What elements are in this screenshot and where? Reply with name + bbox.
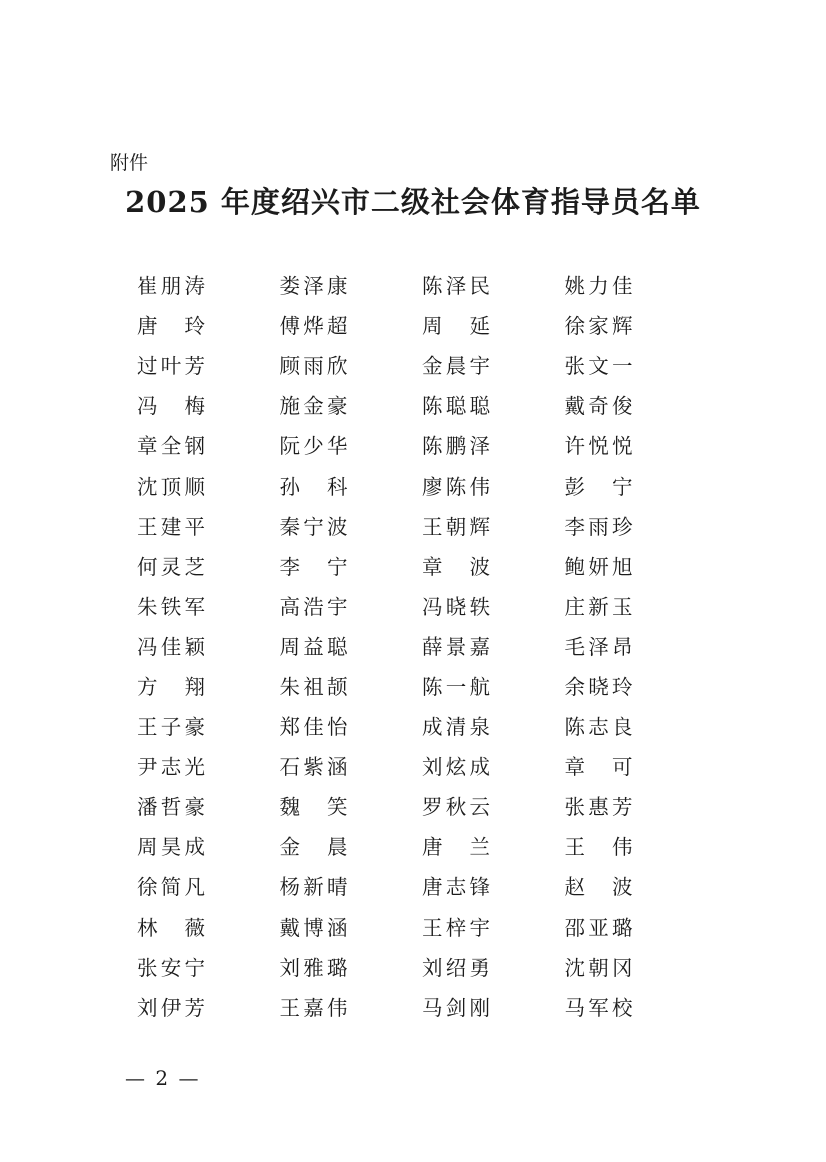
- name-text: 唐 志 锋: [422, 875, 492, 900]
- name-text: 杨 新 晴: [279, 875, 350, 900]
- name-cell: [280, 790, 423, 820]
- name-cell: [565, 991, 708, 1021]
- name-cell: [565, 309, 708, 339]
- name-cell: [422, 309, 565, 339]
- name-cell: [565, 951, 708, 981]
- name-cell: [280, 550, 423, 580]
- name-text: 王 嘉 伟: [279, 995, 350, 1020]
- name-cell: [422, 590, 565, 620]
- name-row: [137, 384, 707, 424]
- name-cell: [565, 429, 708, 459]
- name-cell: [137, 550, 280, 580]
- name-text: 沈 顶 顺: [137, 474, 207, 499]
- name-text: 章 全 钢: [137, 434, 207, 459]
- name-cell: [422, 349, 565, 379]
- name-text: 王 子 豪: [137, 715, 207, 740]
- name-text: 刘 伊 芳: [137, 995, 207, 1020]
- name-text: 崔 朋 涛: [137, 274, 207, 299]
- name-cell: [422, 670, 565, 700]
- name-text: 庄 新 玉: [564, 594, 635, 619]
- name-cell: [565, 750, 708, 780]
- name-text: 彭 宁: [564, 474, 635, 499]
- name-cell: [565, 870, 708, 900]
- name-row: [137, 424, 707, 464]
- name-text: 何 灵 芝: [137, 554, 207, 579]
- name-text: 王 朝 辉: [422, 514, 492, 539]
- name-text: 秦 宁 波: [279, 514, 350, 539]
- name-cell: [565, 790, 708, 820]
- name-text: 毛 泽 昂: [564, 634, 635, 659]
- name-cell: [137, 349, 280, 379]
- name-cell: [422, 429, 565, 459]
- name-text: 王 伟: [564, 835, 635, 860]
- name-text: 魏 笑: [279, 795, 350, 820]
- name-text: 冯 梅: [137, 394, 207, 419]
- name-text: 章 波: [422, 554, 492, 579]
- name-text: 周 益 聪: [279, 634, 350, 659]
- name-row: [137, 264, 707, 304]
- name-text: 鲍 妍 旭: [564, 554, 635, 579]
- name-cell: [280, 830, 423, 860]
- name-text: 唐 玲: [137, 314, 207, 339]
- name-row: [137, 464, 707, 504]
- name-text: 赵 波: [564, 875, 635, 900]
- name-text: 陈 鹏 泽: [422, 434, 492, 459]
- name-text: 郑 佳 怡: [279, 715, 350, 740]
- name-text: 徐 家 辉: [564, 314, 635, 339]
- name-cell: [280, 951, 423, 981]
- name-cell: [565, 590, 708, 620]
- name-cell: [137, 870, 280, 900]
- name-text: 沈 朝 冈: [564, 955, 635, 980]
- name-text: 冯 晓 轶: [422, 594, 492, 619]
- name-text: 李 雨 珍: [564, 514, 635, 539]
- name-cell: [422, 951, 565, 981]
- name-row: [137, 986, 707, 1026]
- name-text: 姚 力 佳: [564, 274, 635, 299]
- name-cell: [280, 349, 423, 379]
- name-row: [137, 625, 707, 665]
- name-row: [137, 825, 707, 865]
- name-cell: [280, 269, 423, 299]
- name-cell: [422, 470, 565, 500]
- name-cell: [280, 670, 423, 700]
- name-cell: [422, 830, 565, 860]
- name-cell: [137, 429, 280, 459]
- attachment-label: 附件: [110, 152, 149, 174]
- name-cell: [137, 389, 280, 419]
- name-cell: [280, 470, 423, 500]
- name-cell: [137, 510, 280, 540]
- name-cell: [137, 710, 280, 740]
- name-cell: [565, 269, 708, 299]
- name-cell: [422, 510, 565, 540]
- name-text: 阮 少 华: [279, 434, 350, 459]
- name-cell: [422, 710, 565, 740]
- name-text: 章 可: [564, 755, 635, 780]
- name-text: 刘 炫 成: [422, 755, 492, 780]
- name-text: 王 建 平: [137, 514, 207, 539]
- name-cell: [137, 830, 280, 860]
- name-text: 冯 佳 颖: [137, 634, 207, 659]
- name-row: [137, 545, 707, 585]
- name-cell: [422, 389, 565, 419]
- name-cell: [422, 630, 565, 660]
- name-text: 戴 博 涵: [279, 915, 350, 940]
- name-text: 周 昊 成: [137, 835, 207, 860]
- name-cell: [137, 590, 280, 620]
- name-text: 傅 烨 超: [279, 314, 350, 339]
- name-text: 刘 绍 勇: [422, 955, 492, 980]
- name-cell: [565, 510, 708, 540]
- name-cell: [137, 670, 280, 700]
- name-row: [137, 705, 707, 745]
- name-text: 马 军 校: [564, 995, 635, 1020]
- name-text: 娄 泽 康: [279, 274, 350, 299]
- name-text: 石 紫 涵: [279, 755, 350, 780]
- name-cell: [565, 550, 708, 580]
- name-cell: [422, 991, 565, 1021]
- name-text: 陈 聪 聪: [422, 394, 492, 419]
- name-text: 李 宁: [279, 554, 350, 579]
- name-text: 陈 一 航: [422, 674, 492, 699]
- name-cell: [565, 830, 708, 860]
- name-cell: [280, 911, 423, 941]
- name-text: 徐 简 凡: [137, 875, 207, 900]
- name-cell: [280, 870, 423, 900]
- name-text: 顾 雨 欣: [279, 354, 350, 379]
- name-row: [137, 585, 707, 625]
- name-cell: [565, 389, 708, 419]
- name-cell: [422, 550, 565, 580]
- name-cell: [565, 670, 708, 700]
- name-cell: [422, 750, 565, 780]
- name-cell: [137, 790, 280, 820]
- name-cell: [137, 750, 280, 780]
- name-cell: [565, 349, 708, 379]
- name-cell: [280, 710, 423, 740]
- name-row: [137, 906, 707, 946]
- name-text: 朱 祖 颉: [279, 674, 350, 699]
- name-text: 过 叶 芳: [137, 354, 207, 379]
- name-cell: [565, 911, 708, 941]
- name-text: 罗 秋 云: [422, 795, 492, 820]
- name-text: 金 晨: [279, 835, 350, 860]
- name-cell: [565, 470, 708, 500]
- name-text: 尹 志 光: [137, 755, 207, 780]
- name-text: 孙 科: [279, 474, 350, 499]
- page-number: — 2 —: [125, 1066, 201, 1090]
- name-cell: [422, 269, 565, 299]
- name-cell: [137, 470, 280, 500]
- name-cell: [280, 750, 423, 780]
- name-cell: [565, 710, 708, 740]
- name-list: [137, 264, 707, 1026]
- name-cell: [565, 630, 708, 660]
- name-text: 刘 雅 璐: [279, 955, 350, 980]
- name-row: [137, 665, 707, 705]
- name-row: [137, 745, 707, 785]
- name-cell: [280, 590, 423, 620]
- name-cell: [137, 911, 280, 941]
- name-cell: [137, 309, 280, 339]
- name-row: [137, 304, 707, 344]
- name-cell: [137, 991, 280, 1021]
- name-cell: [137, 269, 280, 299]
- name-text: 王 梓 宇: [422, 915, 492, 940]
- name-text: 林 薇: [137, 915, 207, 940]
- name-text: 施 金 豪: [279, 394, 350, 419]
- name-text: 高 浩 宇: [279, 594, 350, 619]
- name-text: 潘 哲 豪: [137, 795, 207, 820]
- name-text: 戴 奇 俊: [564, 394, 635, 419]
- name-text: 成 清 泉: [422, 715, 492, 740]
- name-cell: [422, 790, 565, 820]
- name-cell: [280, 309, 423, 339]
- name-text: 薛 景 嘉: [422, 634, 492, 659]
- name-row: [137, 785, 707, 825]
- name-text: 朱 铁 军: [137, 594, 207, 619]
- name-text: 马 剑 刚: [422, 995, 492, 1020]
- page-title: 2025 年度绍兴市二级社会体育指导员名单: [125, 185, 701, 219]
- name-cell: [422, 870, 565, 900]
- name-text: 余 晓 玲: [564, 674, 635, 699]
- name-row: [137, 946, 707, 986]
- name-text: 周 延: [422, 314, 492, 339]
- name-cell: [137, 951, 280, 981]
- name-cell: [137, 630, 280, 660]
- name-cell: [280, 429, 423, 459]
- name-text: 许 悦 悦: [564, 434, 635, 459]
- name-row: [137, 865, 707, 905]
- name-text: 张 文 一: [564, 354, 635, 379]
- name-text: 邵 亚 璐: [564, 915, 635, 940]
- name-text: 张 安 宁: [137, 955, 207, 980]
- name-cell: [280, 389, 423, 419]
- name-cell: [422, 911, 565, 941]
- name-text: 张 惠 芳: [564, 795, 635, 820]
- name-text: 廖 陈 伟: [422, 474, 492, 499]
- name-row: [137, 344, 707, 384]
- name-cell: [280, 630, 423, 660]
- name-text: 金 晨 宇: [422, 354, 492, 379]
- name-cell: [280, 991, 423, 1021]
- name-text: 唐 兰: [422, 835, 492, 860]
- name-text: 陈 志 良: [564, 715, 635, 740]
- name-text: 方 翔: [137, 674, 207, 699]
- name-cell: [280, 510, 423, 540]
- name-row: [137, 505, 707, 545]
- name-text: 陈 泽 民: [422, 274, 492, 299]
